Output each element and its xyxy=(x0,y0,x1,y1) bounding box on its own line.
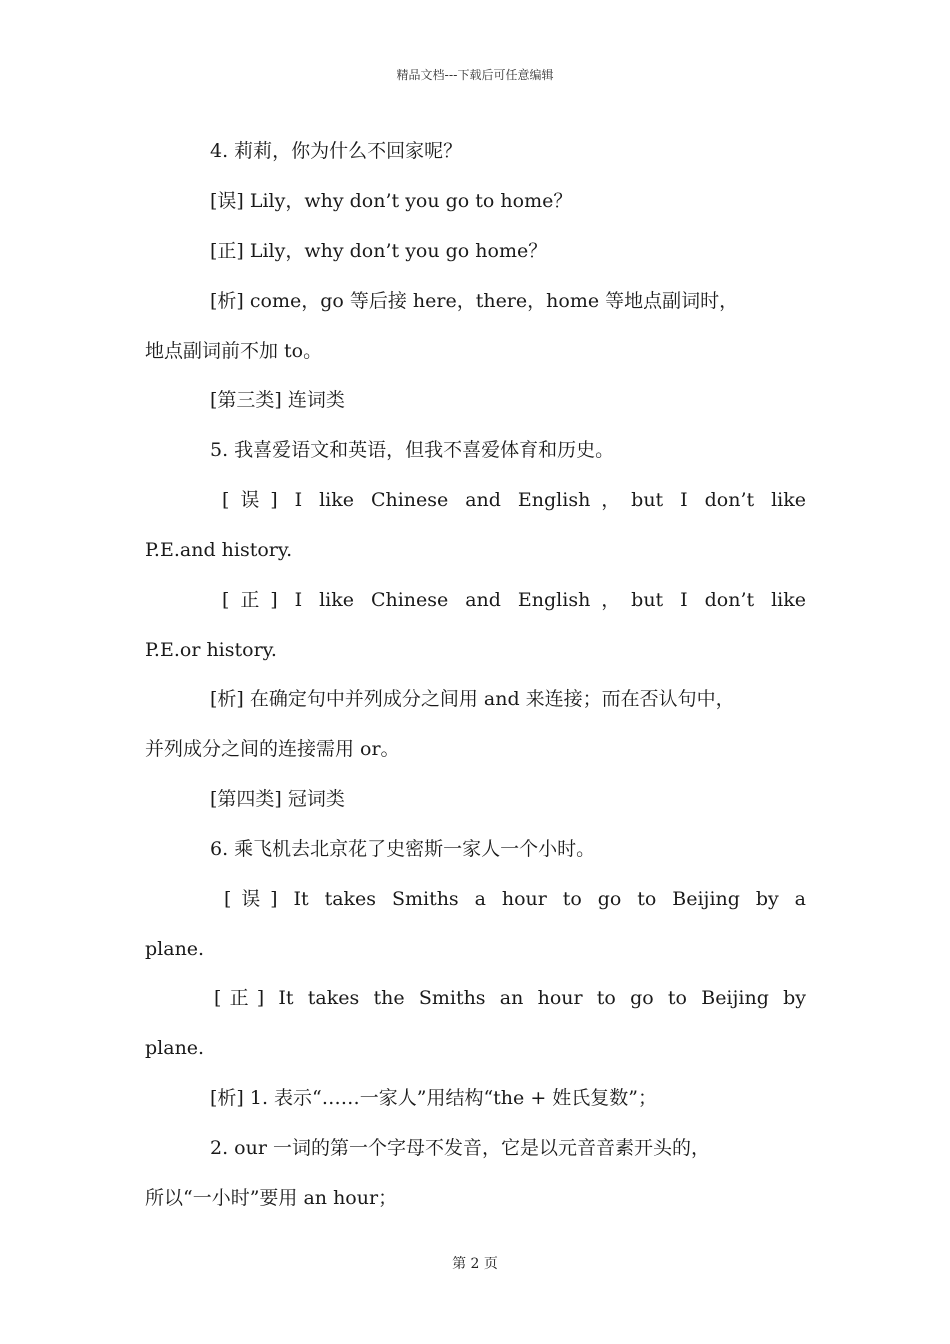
text-line: [析] 1. 表示“……一家人”用结构“the + 姓氏复数”； xyxy=(210,1087,658,1109)
page-number: 第 2 页 xyxy=(452,1256,498,1272)
text-line: [正] It takes the Smiths an hour to go to Beijing by xyxy=(214,987,806,1009)
text-line: [正] I like Chinese and English，but I don’t like xyxy=(222,589,806,611)
section-heading: [第三类] 连词类 xyxy=(210,389,345,411)
text-line: plane. xyxy=(145,1037,205,1059)
text-line: 6. 乘飞机去北京花了史密斯一家人一个小时。 xyxy=(210,838,596,860)
text-line: 所以“一小时”要用 an hour； xyxy=(145,1187,398,1209)
text-line: 4. 莉莉，你为什么不回家呢？ xyxy=(210,140,463,162)
text-line: 2. our 一词的第一个字母不发音，它是以元音音素开头的， xyxy=(210,1137,710,1159)
text-line: [误] I like Chinese and English，but I don’t like xyxy=(222,489,806,511)
text-line: 并列成分之间的连接需用 or。 xyxy=(145,738,400,760)
text-line: [误] Lily，why don’t you go to home？ xyxy=(210,190,573,212)
text-line: [正] Lily，why don’t you go home？ xyxy=(210,240,548,262)
text-line: 5. 我喜爱语文和英语，但我不喜爱体育和历史。 xyxy=(210,439,615,461)
text-line: [析] 在确定句中并列成分之间用 and 来连接；而在否认句中， xyxy=(210,688,735,710)
page-header: 精品文档---下载后可任意编辑 xyxy=(396,68,554,82)
section-heading: [第四类] 冠词类 xyxy=(210,788,345,810)
text-line: [析] come，go 等后接 here，there，home 等地点副词时， xyxy=(210,290,739,312)
text-line: P.E.and history. xyxy=(145,539,293,561)
text-line: P.E.or history. xyxy=(145,639,277,661)
text-line: [误] It takes Smiths a hour to go to Beijing by a xyxy=(224,888,806,910)
text-line: 地点副词前不加 to。 xyxy=(145,340,323,362)
text-line: plane. xyxy=(145,938,205,960)
